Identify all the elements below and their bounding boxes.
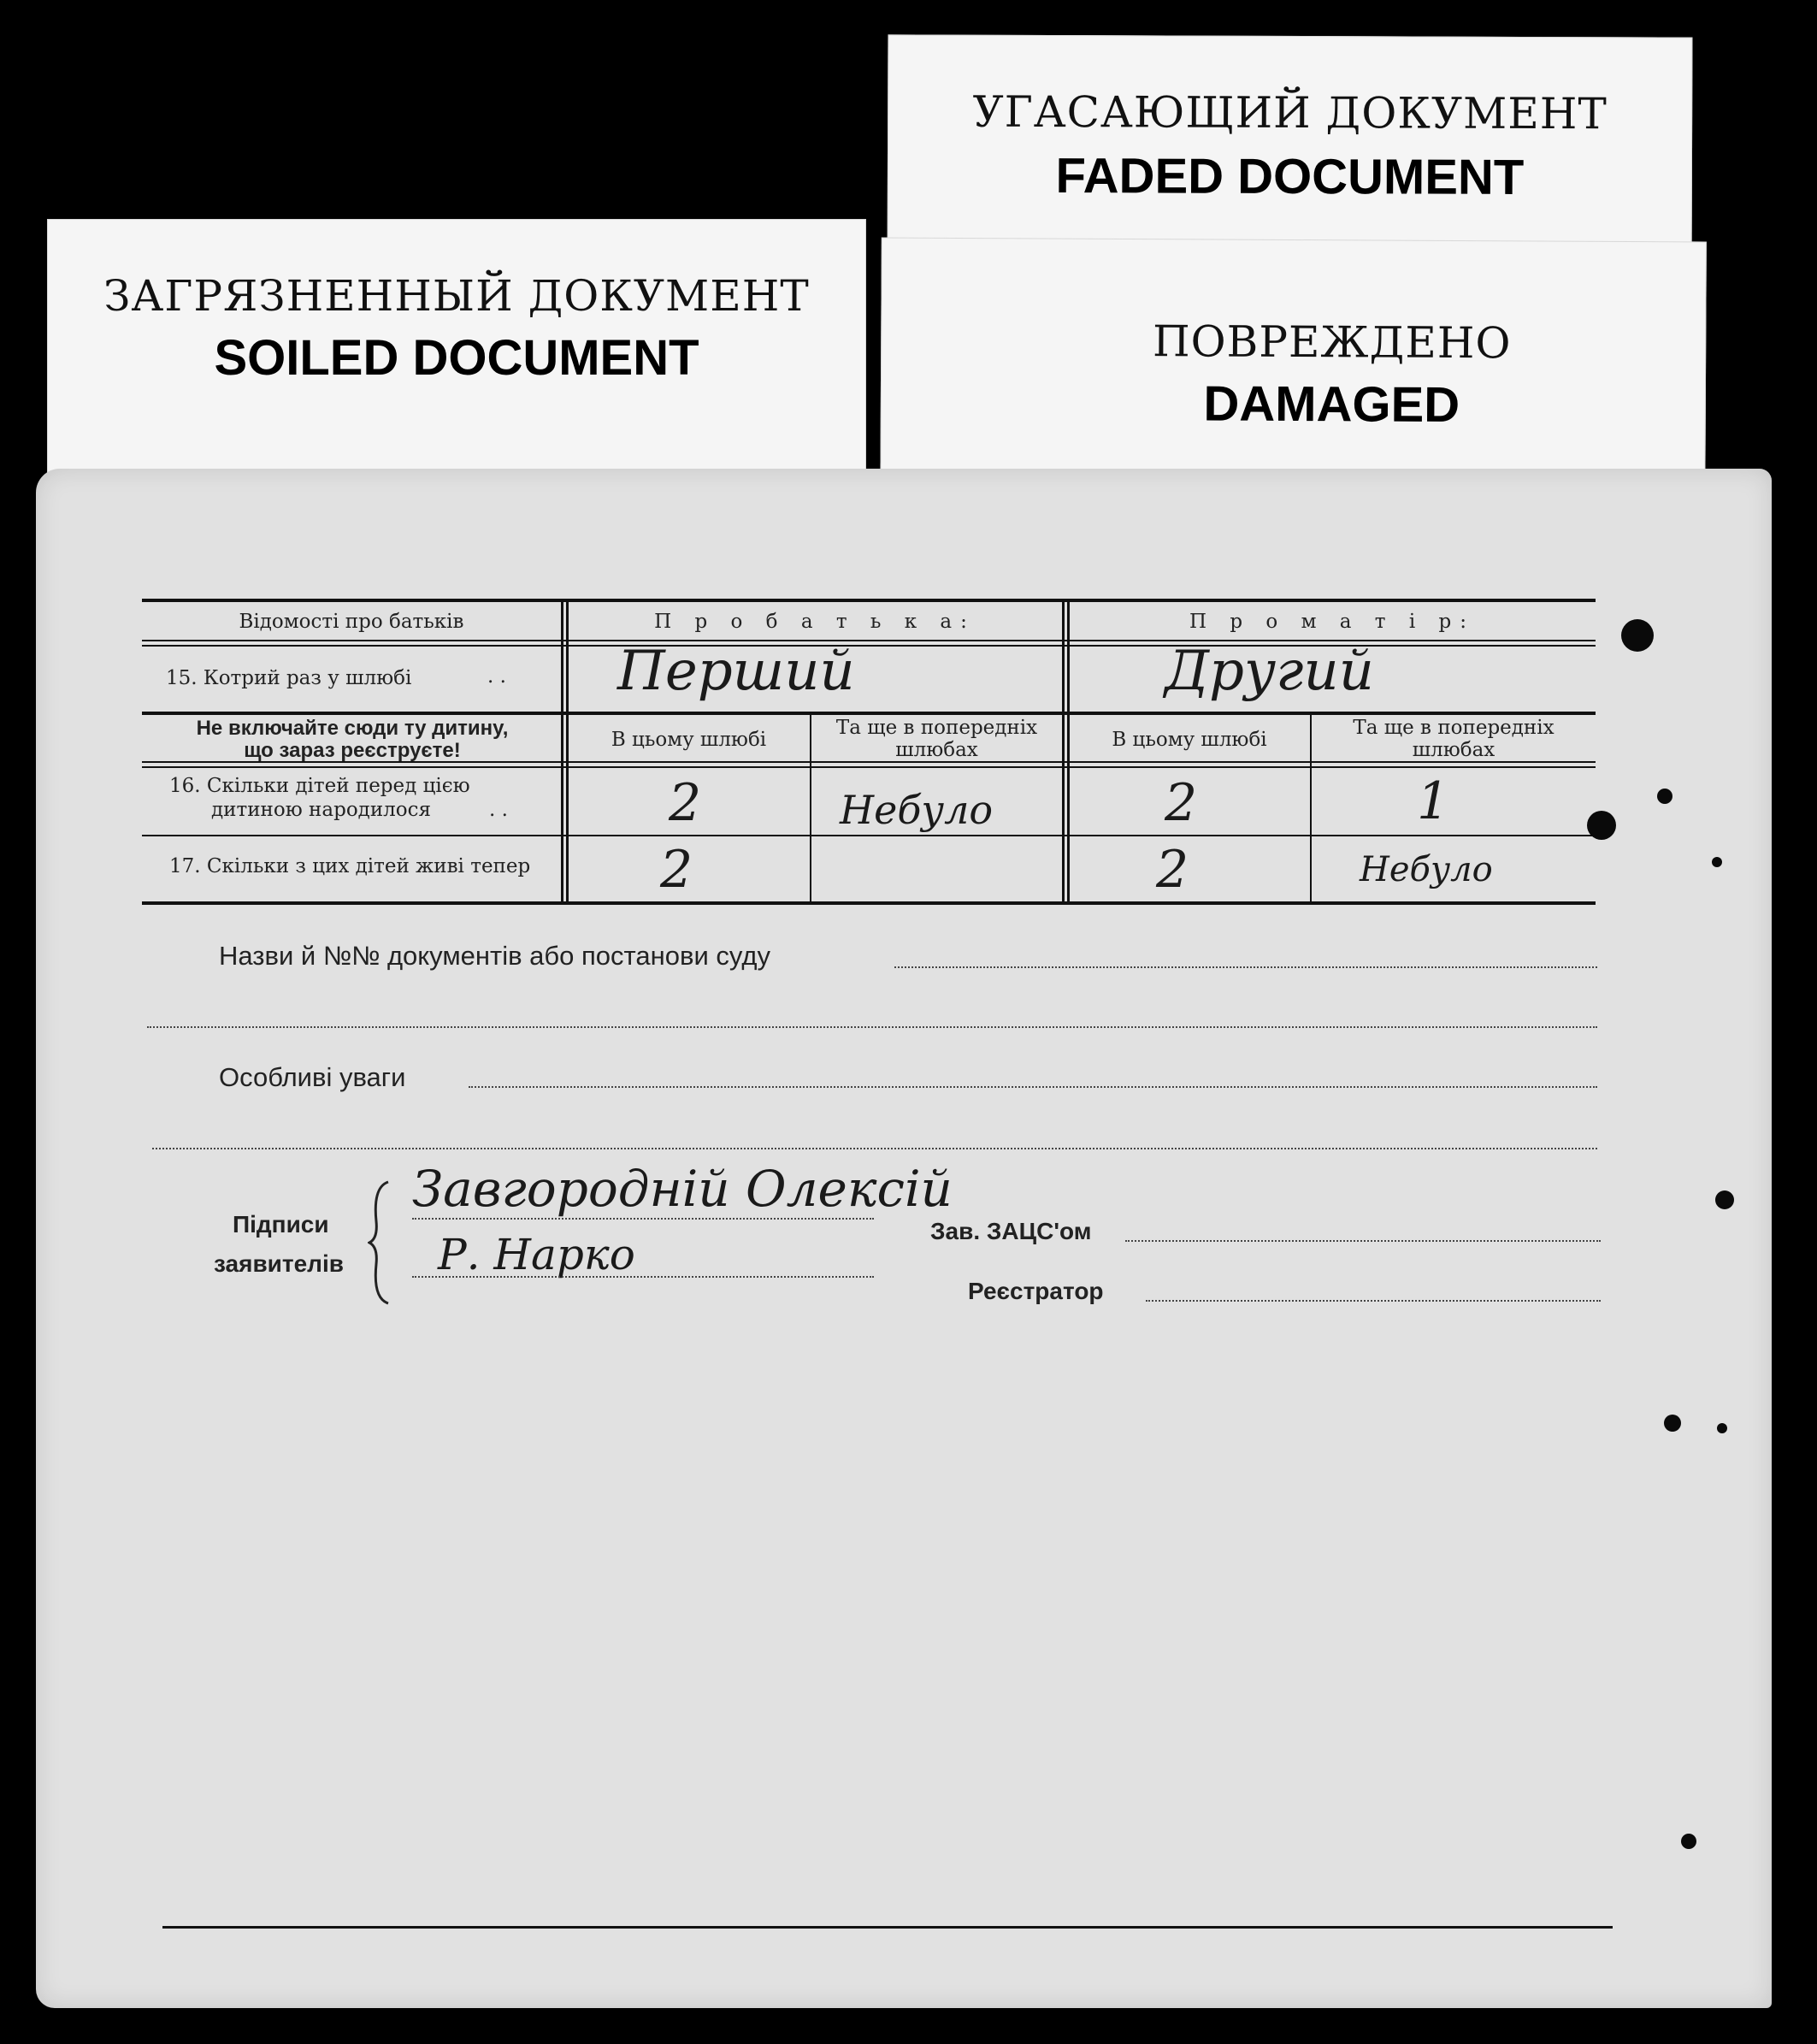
signature-line-1 <box>412 1218 874 1220</box>
row15-mother-value: Другий <box>1165 640 1374 703</box>
row16-label-line1: 16. Скільки дітей перед цією <box>169 775 470 797</box>
signatures-brace <box>368 1179 393 1307</box>
table-col-divider <box>1062 599 1065 905</box>
punch-hole <box>1712 857 1722 867</box>
father-prev-marriages-header-line1: Та ще в попередніх <box>835 717 1038 739</box>
sheet-bottom-rule <box>162 1926 1613 1929</box>
row17-label: 17. Скільки з цих дітей живі тепер <box>169 855 531 877</box>
punch-hole <box>1681 1834 1696 1849</box>
punch-hole <box>1587 811 1616 840</box>
signature-line-2 <box>412 1276 874 1278</box>
remarks-field[interactable] <box>469 1086 1597 1088</box>
header-about-father: П р о б а т ь к а: <box>654 611 976 633</box>
mother-this-marriage-header: В цьому шлюбі <box>1112 729 1267 751</box>
table-rule <box>142 766 1596 768</box>
father-this-marriage-header: В цьому шлюбі <box>611 729 767 751</box>
row16-label-line2: дитиною народилося <box>211 799 432 821</box>
row16-father-this: 2 <box>669 773 702 833</box>
table-rule <box>142 712 1596 715</box>
row17-father-this: 2 <box>660 840 693 900</box>
exclusion-note-line1: Не включайте сюди ту дитину, <box>196 717 509 740</box>
head-of-registry-label: Зав. ЗАЦС'ом <box>930 1218 1092 1244</box>
soiled-en-label: SOILED DOCUMENT <box>214 330 699 386</box>
table-top-rule <box>142 599 1596 602</box>
row15-father-value: Перший <box>617 640 855 703</box>
row16-father-prev: Небуло <box>840 787 994 833</box>
row16-mother-prev: 1 <box>1417 771 1450 831</box>
faded-ru-label: УГАСАЮЩИЙ ДОКУМЕНТ <box>972 86 1608 139</box>
table-col-divider <box>1067 599 1070 905</box>
signatures-label-line1: Підписи <box>233 1211 329 1238</box>
registrar-label: Реєстратор <box>968 1278 1104 1304</box>
documents-field[interactable] <box>894 966 1597 968</box>
faded-document-tab <box>888 34 1693 268</box>
documents-label: Назви й №№ документів або постанови суду <box>219 941 770 971</box>
table-col-divider <box>566 599 569 905</box>
head-of-registry-field[interactable] <box>1125 1240 1601 1242</box>
row16-mother-this: 2 <box>1165 773 1198 833</box>
father-prev-marriages-header-line2: шлюбах <box>895 739 978 761</box>
registration-form-sheet <box>36 469 1772 2008</box>
header-about-mother: П р о м а т і р: <box>1189 611 1475 633</box>
damaged-en-label: DAMAGED <box>1203 375 1460 434</box>
mother-prev-marriages-header-line2: шлюбах <box>1412 739 1495 761</box>
row17-mother-this: 2 <box>1156 840 1189 900</box>
exclusion-note-line2: що зараз реєструєте! <box>244 739 461 762</box>
soiled-ru-label: ЗАГРЯЗНЕННЫЙ ДОКУМЕНТ <box>103 271 810 321</box>
punch-hole <box>1657 789 1672 804</box>
table-rule <box>142 640 1596 641</box>
row17-mother-prev: Небуло <box>1360 850 1493 889</box>
punch-hole <box>1621 619 1654 652</box>
table-col-divider <box>561 599 563 905</box>
table-rule <box>142 835 1596 836</box>
signatures-label-line2: заявителів <box>214 1250 344 1277</box>
punch-hole <box>1664 1415 1681 1432</box>
mother-prev-marriages-header-line1: Та ще в попередніх <box>1353 717 1554 739</box>
remarks-field-line2[interactable] <box>152 1148 1597 1149</box>
punch-hole <box>1717 1423 1727 1433</box>
documents-field-line2[interactable] <box>147 1026 1597 1028</box>
table-bottom-rule <box>142 901 1596 905</box>
table-rule <box>142 645 1596 647</box>
remarks-label: Особливі уваги <box>219 1062 406 1092</box>
row15-dots: . . <box>487 665 506 688</box>
punch-hole <box>1715 1190 1734 1209</box>
faded-en-label: FADED DOCUMENT <box>1055 148 1525 205</box>
registrar-field[interactable] <box>1146 1300 1601 1302</box>
header-parents-info: Відомості про батьків <box>239 611 464 633</box>
applicant-signature-2: Р. Нарко <box>438 1230 635 1279</box>
applicant-signature-1: Завгородній Олексій <box>412 1160 953 1218</box>
damaged-ru-label: ПОВРЕЖДЕНО <box>1152 316 1512 369</box>
row15-label: 15. Котрий раз у шлюбі <box>166 667 412 689</box>
row16-dots: . . <box>489 799 508 821</box>
